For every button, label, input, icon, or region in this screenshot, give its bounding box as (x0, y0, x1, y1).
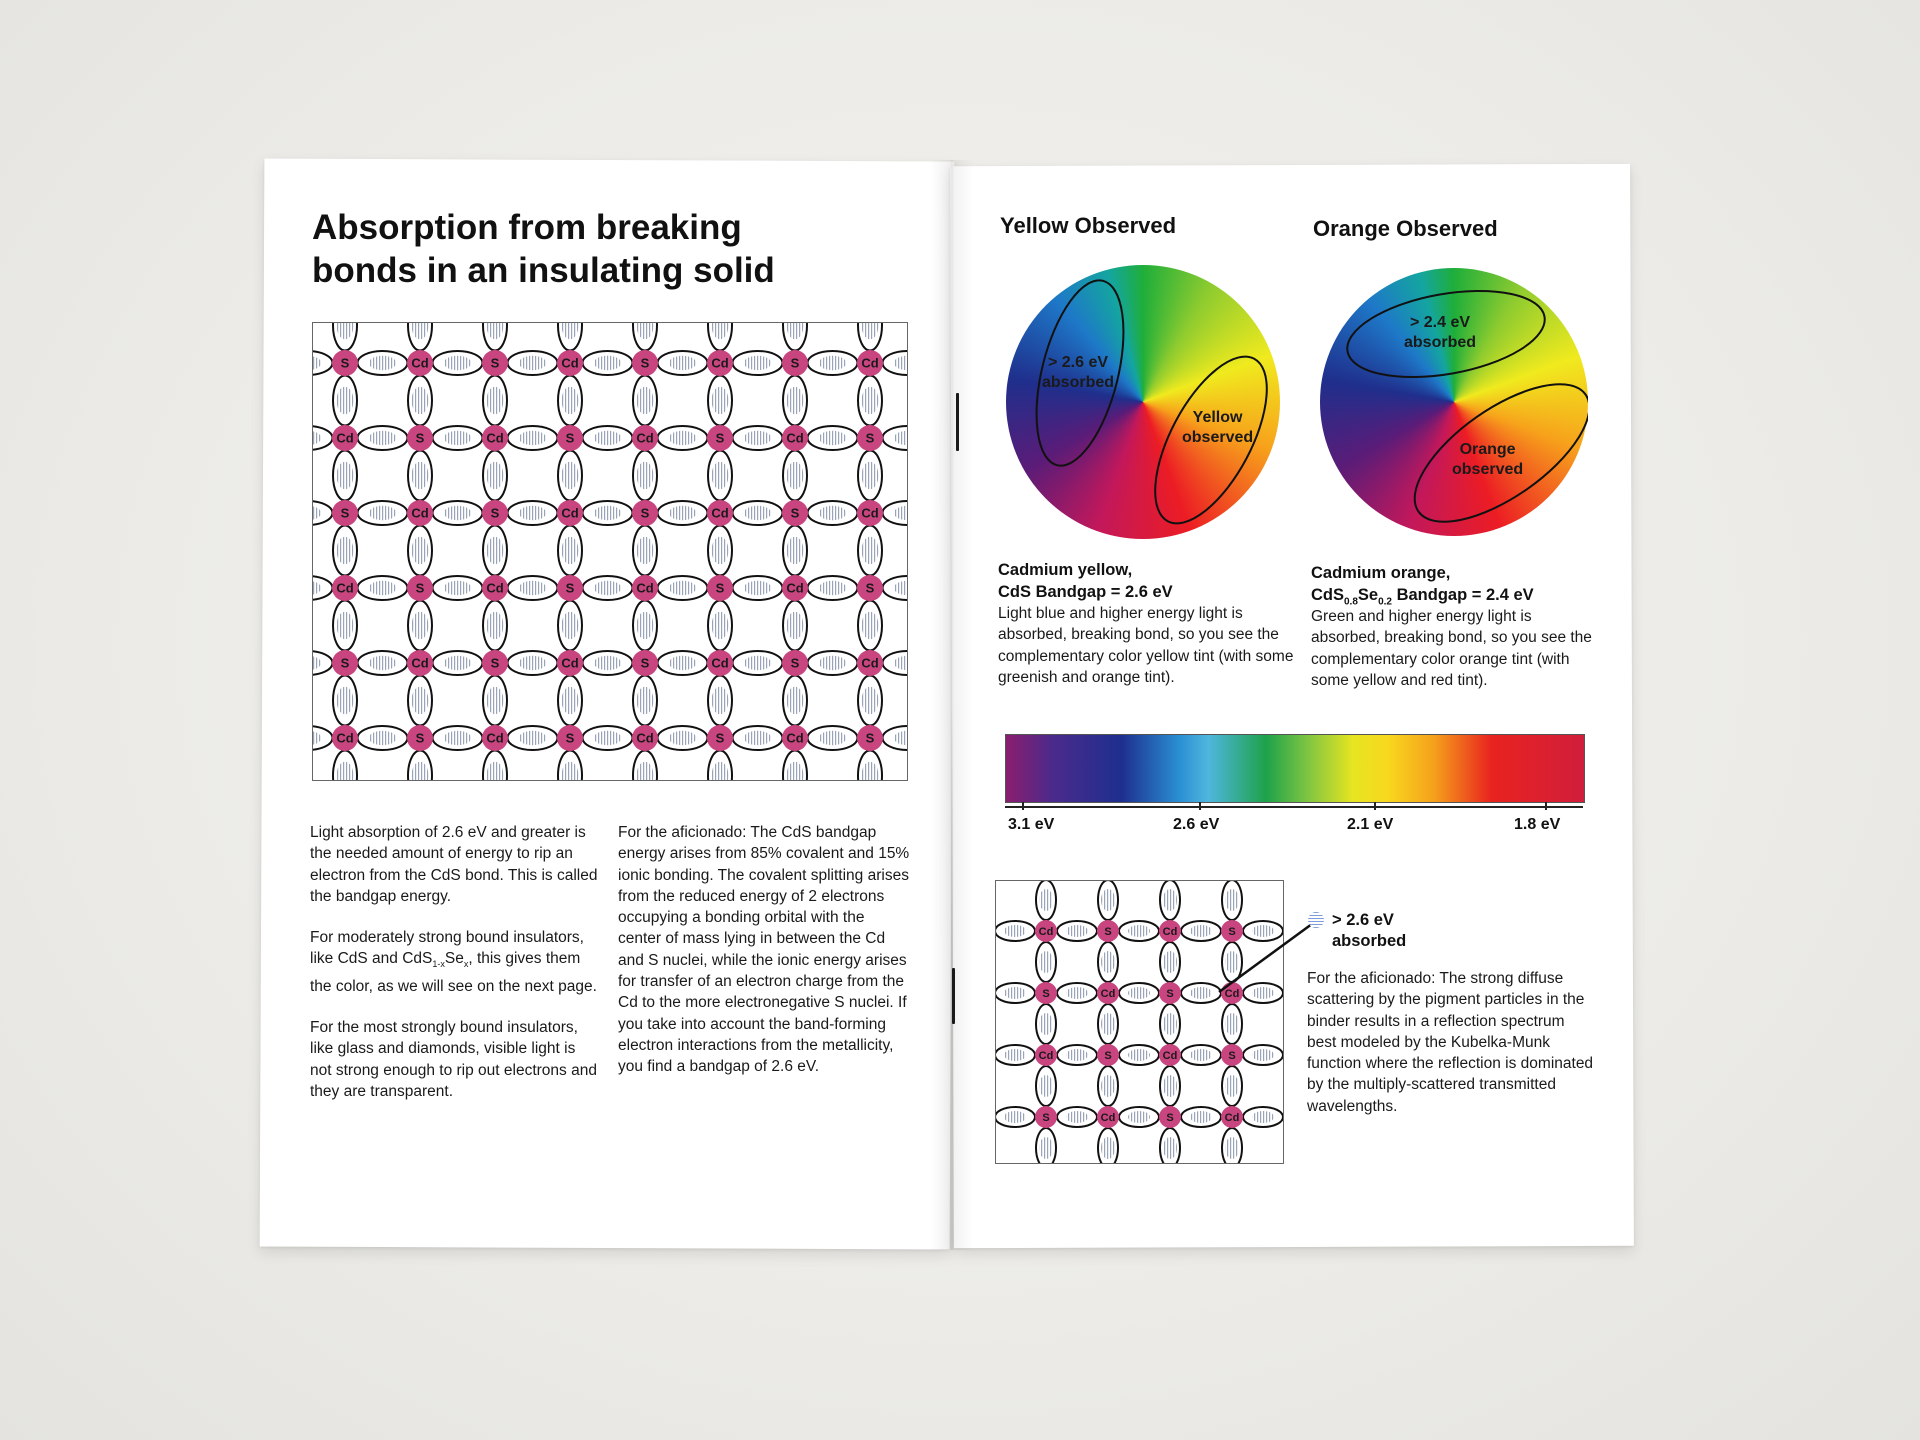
electron-pair (369, 656, 397, 670)
electron-pair (744, 431, 772, 445)
electron-pair (1039, 951, 1053, 973)
atom-label: Cd (486, 580, 504, 596)
electron-pair (744, 506, 772, 520)
electron-pair (1225, 1137, 1239, 1159)
electron-pair (594, 731, 622, 745)
electron-pair (562, 387, 579, 415)
atom-label: S (1104, 925, 1112, 938)
aficionado-scattering-text: For the aficionado: The strong diffuse scattering by the pigment particles in the binder results in a reflection spectrum best modeled by the Kubelka-Munk function where the reflection is dominated by the multiply-scattered transmitted wavelengths. (1307, 970, 1594, 1115)
atom-label: S (865, 730, 875, 746)
paragraph-moderate-insulators: For moderately strong bound insulators, like CdS and $CdS_{1-x}Se_x$, this gives them the color, as we will see on the next page. (310, 929, 597, 995)
electron-pair (1101, 1075, 1115, 1097)
paragraph-strong-insulators: For the most strongly bound insulators, like glass and diamonds, visible light is not strong enough to rip out electrons and they are transparent. (310, 1019, 597, 1101)
electron-pair (562, 612, 579, 640)
electron-pair (1225, 889, 1239, 911)
electron-pair (862, 687, 879, 715)
atom-label: S (415, 730, 425, 746)
photon-absorbed-label: > 2.6 eV absorbed (1332, 911, 1407, 950)
electron-pair (487, 537, 504, 565)
electron-pair (1252, 1049, 1274, 1061)
electron-pair (862, 387, 879, 415)
electron-pair (712, 537, 729, 565)
electron-pair (712, 387, 729, 415)
atom-label: S (490, 655, 500, 671)
orange-observed-label: Orange observed (1452, 441, 1524, 478)
left-column-text (310, 822, 600, 1122)
electron-pair (412, 537, 429, 565)
electron-pair (1190, 1049, 1212, 1061)
yellow-caption-heading: Cadmium yellow, CdS Bandgap = 2.6 eV (998, 561, 1173, 601)
electron-pair (1004, 1111, 1026, 1123)
electron-pair (819, 581, 847, 595)
atom-label: Cd (1224, 987, 1240, 1000)
paragraph-aficionado-bandgap: For the aficionado: The CdS bandgap energy arises from 85% covalent and 15% ionic bonding. The covalent splitting arises from the reduced energy of 2 electrons occupying a bonding orbital with the center of mass lying in between the Cd and S nuclei, while the ionic energy arises for transfer of an electron charge from the Cd to the more electronegative S nuclei. If you take into account the band-forming electron interactions from the metallicity, you find a bandgap of 2.6 eV. (618, 824, 910, 1076)
electron-pair (1163, 1137, 1177, 1159)
electron-pair (819, 356, 847, 370)
electron-pair (337, 387, 354, 415)
atom-label: S (715, 580, 725, 596)
electron-pair (1101, 1137, 1115, 1159)
orange-absorbed-label: > 2.4 eV absorbed (1404, 314, 1477, 351)
electron-pair (637, 537, 654, 565)
spectrum-tick-label: 1.8 eV (1514, 816, 1561, 833)
spectrum-tick (1199, 802, 1201, 810)
electron-pair (444, 431, 472, 445)
electron-pair (562, 687, 579, 715)
atom-label: Cd (1038, 1049, 1054, 1062)
yellow-observed-label: Yellow observed (1182, 409, 1254, 446)
electron-pair (487, 612, 504, 640)
atom-label: Cd (486, 730, 504, 746)
electron-pair (637, 687, 654, 715)
atom-label: Cd (1100, 1111, 1116, 1124)
atom-label: S (340, 655, 350, 671)
electron-pair (787, 462, 804, 490)
electron-pair (412, 687, 429, 715)
orange-caption-body: Green and higher energy light is absorbed, breaking bond, so you see the complementary color orange tint (with some yellow and red tint). (1311, 608, 1592, 689)
cds-lattice-svg (313, 323, 907, 780)
electron-pair (1163, 951, 1177, 973)
electron-pair (1066, 925, 1088, 937)
electron-pair (712, 687, 729, 715)
atom-label: S (565, 580, 575, 596)
atom-label: S (1042, 1111, 1050, 1124)
electron-pair (594, 581, 622, 595)
electron-pair (444, 731, 472, 745)
electron-pair (444, 581, 472, 595)
electron-pair (594, 431, 622, 445)
electron-pair (1101, 951, 1115, 973)
atom-label: Cd (411, 505, 429, 521)
electron-pair (519, 656, 547, 670)
electron-pair (1066, 1049, 1088, 1061)
atom-label: S (640, 505, 650, 521)
electron-pair (1128, 1049, 1150, 1061)
staple-top (956, 393, 959, 451)
electron-pair (1252, 1111, 1274, 1123)
electron-pair (1128, 1111, 1150, 1123)
spectrum-tick (1022, 802, 1024, 810)
electron-pair (337, 687, 354, 715)
electron-pair (594, 506, 622, 520)
electron-pair (669, 581, 697, 595)
electron-pair (1163, 889, 1177, 911)
electron-pair (1039, 1137, 1053, 1159)
electron-pair (562, 462, 579, 490)
electron-pair (412, 387, 429, 415)
atom-label: Cd (861, 505, 879, 521)
electron-pair (519, 506, 547, 520)
photon-icon (1308, 912, 1324, 928)
spectrum-axis (1005, 806, 1583, 808)
electron-pair (637, 462, 654, 490)
atom-label: S (415, 430, 425, 446)
atom-label: S (715, 430, 725, 446)
electron-pair (1039, 1075, 1053, 1097)
electron-pair (1101, 1013, 1115, 1035)
electron-pair (1039, 889, 1053, 911)
atom-label: S (1228, 1049, 1236, 1062)
atom-label: Cd (786, 580, 804, 596)
electron-pair (562, 537, 579, 565)
atom-label: Cd (336, 430, 354, 446)
atom-label: Cd (711, 505, 729, 521)
electron-pair (1190, 1111, 1212, 1123)
atom-label: S (565, 730, 575, 746)
atom-label: Cd (561, 655, 579, 671)
electron-pair (369, 731, 397, 745)
atom-label: S (865, 430, 875, 446)
orange-color-wheel (1320, 268, 1588, 536)
electron-pair (1225, 1075, 1239, 1097)
electron-pair (1004, 987, 1026, 999)
yellow-absorbed-label: > 2.6 eV absorbed (1042, 354, 1115, 391)
atom-label: S (565, 430, 575, 446)
electron-pair (369, 581, 397, 595)
electron-pair (669, 731, 697, 745)
electron-pair (337, 462, 354, 490)
atom-label: S (715, 730, 725, 746)
electron-pair (712, 612, 729, 640)
electron-pair (787, 537, 804, 565)
staple-bottom (952, 968, 955, 1024)
electron-pair (744, 656, 772, 670)
electron-pair (1225, 1013, 1239, 1035)
atom-label: S (415, 580, 425, 596)
atom-label: Cd (636, 430, 654, 446)
electron-pair (519, 731, 547, 745)
electron-pair (369, 431, 397, 445)
electron-pair (1128, 987, 1150, 999)
spectrum-tick (1545, 802, 1547, 810)
atom-label: Cd (786, 430, 804, 446)
spectrum-tick-label: 2.1 eV (1347, 816, 1394, 833)
electron-pair (1004, 1049, 1026, 1061)
orange-caption-heading: Cadmium orange, $CdS_{0.8}Se_{0.2}$ Bandgap = 2.4 eV (1311, 564, 1534, 608)
yellow-caption-body: Light blue and higher energy light is absorbed, breaking bond, so you see the complementary color yellow tint (with some greenish and orange tint). (998, 605, 1294, 686)
orange-observed-heading: Orange Observed (1313, 216, 1498, 241)
electron-pair (519, 581, 547, 595)
atom-label: S (490, 505, 500, 521)
atom-label: Cd (486, 430, 504, 446)
atom-label: S (1228, 925, 1236, 938)
atom-label: S (640, 655, 650, 671)
atom-label: Cd (786, 730, 804, 746)
paragraph-bandgap: Light absorption of 2.6 eV and greater is the needed amount of energy to rip an electron from the CdS bond. This is called the bandgap energy. (310, 824, 598, 905)
electron-pair (819, 656, 847, 670)
atom-label: Cd (861, 355, 879, 371)
electron-pair (669, 506, 697, 520)
atom-label: S (865, 580, 875, 596)
visible-spectrum-bar (1005, 734, 1585, 803)
electron-pair (819, 431, 847, 445)
electron-pair (1066, 1111, 1088, 1123)
atom-label: Cd (411, 655, 429, 671)
booklet-gutter (930, 160, 974, 1250)
atom-label: Cd (636, 730, 654, 746)
yellow-color-wheel (1006, 265, 1280, 539)
atom-label: Cd (561, 505, 579, 521)
electron-pair (1163, 1075, 1177, 1097)
atom-label: Cd (711, 355, 729, 371)
atom-label: Cd (861, 655, 879, 671)
electron-pair (594, 656, 622, 670)
title-line-2: bonds in an insulating solid (312, 251, 775, 290)
atom-label: S (340, 505, 350, 521)
electron-pair (487, 687, 504, 715)
spectrum-tick-label: 2.6 eV (1173, 816, 1220, 833)
electron-pair (519, 431, 547, 445)
orange-wheel-ellipses (1320, 268, 1588, 536)
atom-label: S (790, 355, 800, 371)
atom-label: Cd (1100, 987, 1116, 1000)
spectrum-tick (1374, 802, 1376, 810)
page-title (312, 206, 872, 292)
electron-pair (637, 612, 654, 640)
electron-pair (744, 581, 772, 595)
electron-pair (444, 356, 472, 370)
electron-pair (1128, 925, 1150, 937)
atom-label: Cd (411, 355, 429, 371)
electron-pair (669, 356, 697, 370)
electron-pair (819, 731, 847, 745)
electron-pair (862, 537, 879, 565)
electron-pair (444, 506, 472, 520)
electron-pair (1163, 1013, 1177, 1035)
electron-pair (744, 731, 772, 745)
electron-pair (669, 656, 697, 670)
electron-pair (744, 356, 772, 370)
atom-label: S (1104, 1049, 1112, 1062)
atom-label: S (1042, 987, 1050, 1000)
electron-pair (787, 387, 804, 415)
electron-pair (412, 462, 429, 490)
electron-pair (712, 462, 729, 490)
atom-label: Cd (636, 580, 654, 596)
electron-pair (669, 431, 697, 445)
electron-pair (1101, 889, 1115, 911)
electron-pair (369, 356, 397, 370)
electron-pair (862, 462, 879, 490)
atom-label: S (340, 355, 350, 371)
atom-label: S (790, 505, 800, 521)
electron-pair (519, 356, 547, 370)
atom-label: Cd (711, 655, 729, 671)
electron-pair (637, 387, 654, 415)
yellow-observed-heading: Yellow Observed (1000, 213, 1177, 238)
title-line-1: Absorption from breaking (312, 208, 742, 247)
atom-label: Cd (1224, 1111, 1240, 1124)
atom-label: S (1166, 1111, 1174, 1124)
electron-pair (1066, 987, 1088, 999)
middle-column-text (618, 822, 910, 1098)
electron-pair (862, 612, 879, 640)
electron-pair (819, 506, 847, 520)
atom-label: Cd (1162, 1049, 1178, 1062)
electron-pair (1039, 1013, 1053, 1035)
electron-pair (594, 356, 622, 370)
spectrum-tick-label: 3.1 eV (1008, 816, 1055, 833)
atom-label: S (1166, 987, 1174, 1000)
atom-label: Cd (336, 580, 354, 596)
electron-pair (337, 612, 354, 640)
electron-pair (487, 462, 504, 490)
cds-lattice-diagram (312, 322, 908, 781)
electron-pair (487, 387, 504, 415)
yellow-wheel-ellipses (1006, 265, 1280, 539)
atom-label: S (640, 355, 650, 371)
electron-pair (444, 656, 472, 670)
electron-pair (787, 612, 804, 640)
atom-label: Cd (1038, 925, 1054, 938)
electron-pair (412, 612, 429, 640)
electron-pair (369, 506, 397, 520)
electron-pair (787, 687, 804, 715)
atom-label: Cd (1162, 925, 1178, 938)
electron-pair (337, 537, 354, 565)
electron-pair (1004, 925, 1026, 937)
atom-label: S (790, 655, 800, 671)
atom-label: Cd (561, 355, 579, 371)
atom-label: Cd (336, 730, 354, 746)
atom-label: S (490, 355, 500, 371)
